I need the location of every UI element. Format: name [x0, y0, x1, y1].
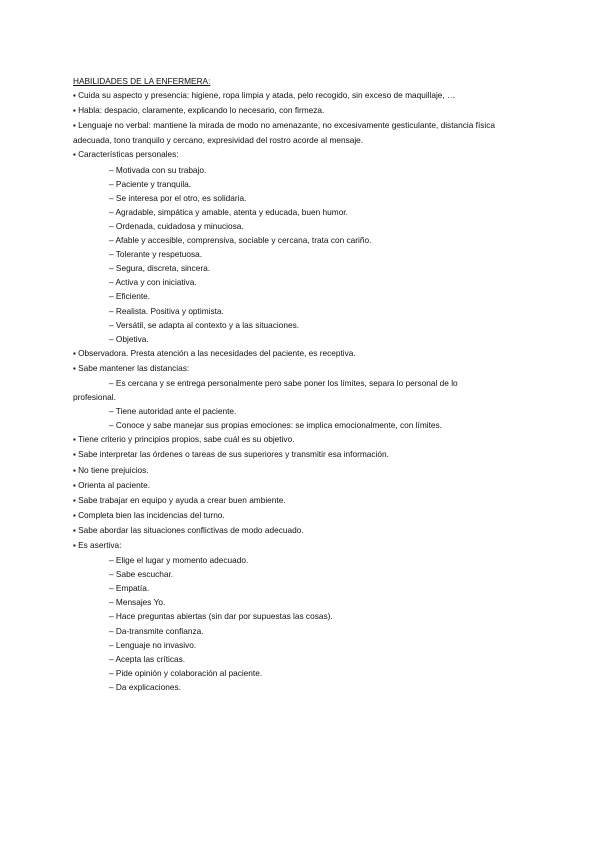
bullet-asertiva: ▪ Es asertiva: — [73, 538, 533, 553]
sub-item: – Ordenada, cuidadosa y minuciosa. — [109, 220, 244, 231]
document-page — [73, 74, 533, 694]
sub-item: – Da explicaciones. — [109, 681, 181, 692]
bullet-conflictivas: ▪ Sabe abordar las situaciones conflictivas de modo adecuado. — [73, 523, 533, 538]
bullet-equipo: ▪ Sabe trabajar en equipo y ayuda a crear buen ambiente. — [73, 493, 533, 508]
sub-item: – Objetiva. — [109, 333, 149, 344]
sub-item: – Sabe escuchar. — [109, 569, 174, 580]
bullet-aspecto: ▪ Cuida su aspecto y presencia: higiene, ropa limpia y atada, pelo recogido, sin exceso de maquillaje, … — [73, 88, 533, 103]
sub-item: – Acepta las críticas. — [109, 653, 186, 664]
sub-item: – Tolerante y respetuosa. — [109, 249, 203, 260]
bullet-incidencias: ▪ Completa bien las incidencias del turno. — [73, 508, 533, 523]
bullet-interpretar: ▪ Sabe interpretar las órdenes o tareas de sus superiores y transmitir esa información. — [73, 447, 533, 462]
sub-item: – Activa y con iniciativa. — [109, 277, 197, 288]
bullet-observadora: ▪ Observadora. Presta atención a las necesidades del paciente, es receptiva. — [73, 346, 533, 361]
bullet-prejuicios: ▪ No tiene prejuicios. — [73, 463, 533, 478]
sub-item: – Paciente y tranquila. — [109, 178, 192, 189]
bullet-orienta: ▪ Orienta al paciente. — [73, 478, 533, 493]
sub-item: – Eficiente. — [109, 291, 151, 302]
sub-item-continuation: profesional. — [73, 392, 116, 403]
sub-item: – Pide opinión y colaboración al paciente. — [109, 667, 263, 678]
sub-item: – Agradable, simpática y amable, atenta y educada, buen humor. — [109, 206, 348, 217]
sub-item: – Tiene autoridad ante el paciente. — [109, 406, 237, 417]
bullet-caracteristicas: ▪ Características personales: — [73, 147, 533, 162]
sub-item: – Conoce y sabe manejar sus propias emociones: se implica emocionalmente, con límites. — [109, 420, 442, 431]
document-title: HABILIDADES DE LA ENFERMERA: — [73, 76, 211, 86]
sub-item: – Es cercana y se entrega personalmente pero sabe poner los límites, separa lo personal de lo — [109, 377, 458, 388]
sub-item: – Empatía. — [109, 583, 150, 594]
sub-item: – Elige el lugar y momento adecuado. — [109, 555, 249, 566]
bullet-distancias: ▪ Sabe mantener las distancias: — [73, 361, 533, 376]
sub-item: – Mensajes Yo. — [109, 597, 166, 608]
bullet-lenguaje-no-verbal: ▪ Lenguaje no verbal: mantiene la mirada de modo no amenazante, no excesivamente gesticulante, distancia física adecuada, tono tranquilo y cercano, expresividad del rostro acorde al mensaje. — [73, 118, 533, 147]
sub-item: – Afable y accesible, comprensiva, sociable y cercana, trata con cariño. — [109, 235, 372, 246]
sub-item: – Hace preguntas abiertas (sin dar por supuestas las cosas). — [109, 611, 333, 622]
sub-item: – Lenguaje no invasivo. — [109, 639, 197, 650]
sub-item: – Da-transmite confianza. — [109, 625, 204, 636]
sub-item: – Se interesa por el otro, es solidaria. — [109, 192, 247, 203]
sub-item: – Motivada con su trabajo. — [109, 164, 207, 175]
sub-item: – Versátil, se adapta al contexto y a las situaciones. — [109, 319, 300, 330]
sub-item: – Realista. Positiva y optimista. — [109, 305, 224, 316]
bullet-criterio: ▪ Tiene criterio y principios propios, sabe cuál es su objetivo. — [73, 432, 533, 447]
bullet-habla: ▪ Habla: despacio, claramente, explicando lo necesario, con firmeza. — [73, 103, 533, 118]
sub-item: – Segura, discreta, sincera. — [109, 263, 210, 274]
